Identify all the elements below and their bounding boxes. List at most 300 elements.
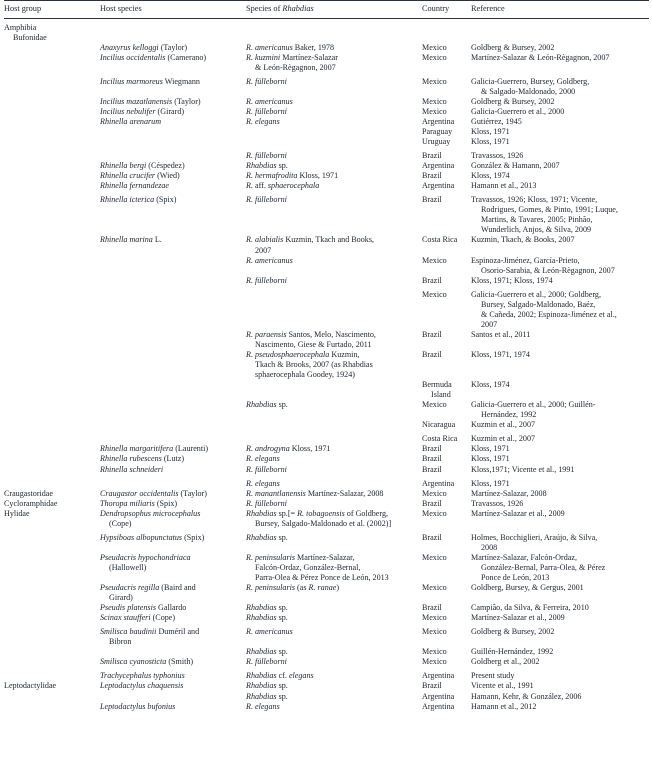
country-continuation: Island [431,390,451,400]
cell-host-species [100,454,246,464]
cell-country [422,613,471,623]
cell-country [422,400,471,420]
cell-rhabdias-species [246,380,422,400]
country-name: Argentina [422,116,455,126]
cell-host-species [100,171,246,181]
cell-country [422,171,471,181]
cell-country [422,117,471,127]
country-name: Mexico [422,106,447,116]
table-row [4,77,649,97]
cell-reference [471,107,649,117]
cell-rhabdias-species [246,702,422,712]
cell-host-species [100,127,246,137]
cell-host-group [4,117,100,127]
cell-reference [471,613,649,623]
rhabdias-authority: sp. [276,691,288,701]
rhabdias-species-line [246,330,418,340]
cell-reference [471,692,649,702]
cell-host-group [4,350,100,380]
reference-citation: Goldberg et al., 2002 [471,657,540,667]
cell-rhabdias-species [246,107,422,117]
table-row [4,553,649,583]
cell-host-group [4,330,100,350]
cell-host-group [4,583,100,603]
country-name: Argentina [422,478,455,488]
table-row [4,137,649,147]
host-species-binomial: Craugastor occidentalis [100,488,179,498]
host-species-line [100,107,242,117]
table-row [4,117,649,127]
host-species-binomial: Rhinella margaritifera [100,444,174,454]
host-species-line [100,499,242,509]
reference-citation: Guillén-Hernández, 1992 [471,647,554,657]
cell-reference [471,276,649,286]
rhabdias-species-line [246,692,418,702]
cell-rhabdias-species [246,97,422,107]
rhabdias-species-line [246,702,418,712]
host-species-binomial: Smilisca baudinii [100,627,157,637]
cell-host-species [100,195,246,235]
cell-rhabdias-species [246,195,422,235]
country-name: Mexico [422,583,447,593]
cell-host-species [100,161,246,171]
cell-rhabdias-species [246,489,422,499]
table-row [4,151,649,161]
cell-host-group [4,171,100,181]
rhabdias-taxon: R. fülleborni [246,464,287,474]
reference-citation: González & Hamann, 2007 [471,161,560,171]
reference-continuation: & Cañeda, 2002; Espinoza-Jiménez et al., [481,309,617,319]
rhabdias-taxon: R. fülleborni [246,76,287,86]
host-species-binomial: Incilius occidentalis [100,52,166,62]
reference-citation: Holmes, Bocchiglieri, Araújo, & Silva, [471,532,598,542]
cell-host-species [100,553,246,583]
header-row [4,1,649,19]
rhabdias-species-continuation: Tkach & Brooks, 2007 (as Rhabdias [255,360,373,370]
cell-rhabdias-species [246,276,422,286]
reference-continuation: Hernández, 1992 [481,410,537,420]
rhabdias-authority: sp. [276,681,288,691]
table-row [4,509,649,529]
cell-host-species [100,681,246,691]
cell-host-species [100,692,246,702]
host-species-continuation: Bibron [109,637,132,647]
host-species-line [100,489,242,499]
reference-citation: Galicia-Guerrero et al., 2000 [471,106,565,116]
rhabdias-species-continuation: & León-Règagnon, 2007 [255,62,336,72]
host-species-binomial: Pseudacris regilla [100,583,160,593]
rhabdias-authority: Kloss, 1971 [297,171,339,181]
host-species-binomial: Rhinella bergi [100,161,147,171]
host-species-binomial: Thoropa miliaris [100,498,155,508]
cell-country [422,583,471,603]
country-name: Argentina [422,691,455,701]
cell-host-group [4,420,100,430]
rhabdias-species-line [246,444,418,454]
table-row [4,400,649,420]
country-name: Brazil [422,275,442,285]
host-species-line [100,553,242,563]
country-name: Brazil [422,350,442,359]
cell-rhabdias-species [246,613,422,623]
rhabdias-authority: sp. [276,532,288,542]
table-row [4,181,649,191]
cell-host-group [4,235,100,255]
cell-rhabdias-species [246,657,422,667]
cell-country [422,77,471,97]
country-name: Nicaragua [422,420,456,430]
cell-host-species [100,77,246,97]
cell-host-species [100,380,246,400]
cell-host-group [4,509,100,529]
host-species-authority: Gallardo [155,603,187,613]
cell-rhabdias-species [246,681,422,691]
reference-citation: Kloss, 1971 [471,478,510,488]
cell-rhabdias-species [246,137,422,147]
cell-reference [471,489,649,499]
reference-citation: Espinoza-Jiménez, García-Prieto, [471,255,580,265]
cell-rhabdias-species [246,127,422,137]
cell-host-group [4,692,100,702]
cell-reference [471,195,649,235]
host-species-authority: Duméril and [156,627,200,637]
cell-host-group [4,681,100,691]
cell-country [422,553,471,583]
host-group-subname: Bufonidae [13,32,47,42]
rhabdias-taxon: R. americanus [246,96,293,106]
rhabdias-taxon: Rhabdias [246,691,277,701]
reference-citation: Kloss, 1971 [471,444,510,454]
rhabdias-taxon: R. americanus [246,627,293,637]
rhabdias-taxon: R. fülleborni [246,106,287,116]
host-species-line [100,533,242,543]
cell-reference [471,18,649,43]
host-species-binomial: Scinax staufferi [100,613,151,623]
reference-citation: Kloss, 1971 [471,454,510,464]
cell-reference [471,97,649,107]
cell-country [422,657,471,667]
country-name: Uruguay [422,137,451,147]
reference-citation: Campião, da Silva, & Ferreira, 2010 [471,603,589,613]
rhabdias-species-continuation: 2007 [255,245,272,255]
host-species-binomial: Leptodactylus chaquensis [100,681,184,691]
rhabdias-taxon: R. peninsularis [246,552,296,562]
cell-reference [471,647,649,657]
table-row [4,330,649,350]
host-species-continuation: Girard) [109,593,133,603]
host-species-binomial: Rhinella marina [100,235,153,245]
reference-citation: Travassos, 1926; Kloss, 1971; Vicente, [471,195,598,205]
country-name: Mexico [422,76,447,86]
table-row [4,256,649,276]
host-species-binomial: Pseudacris hypochondriaca [100,552,191,562]
rhabdias-species-line [246,43,418,53]
header-species-prefix: Species of [246,4,283,13]
cell-country [422,235,471,255]
cell-reference [471,465,649,475]
cell-reference [471,127,649,137]
country-name: Mexico [422,657,447,667]
reference-continuation: Rodrigues, Gomes, & Pinto, 1991; Luque, [481,205,618,215]
table-row [4,53,649,73]
column-header-country: Country [422,1,471,19]
cell-host-group [4,43,100,53]
cell-rhabdias-species [246,692,422,702]
rhabdias-species-line [246,117,418,127]
rhabdias-species-continuation: Nascimento, Giese & Furtado, 2011 [255,339,372,349]
cell-rhabdias-species [246,181,422,191]
reference-citation: Kuzmin et al., 2007 [471,420,536,430]
cell-host-group [4,400,100,420]
host-species-authority: (Baird and [159,583,196,593]
reference-citation: Kloss,1971; Vicente et al., 1991 [471,464,575,474]
rhabdias-taxon-alt: R. tobagoensis [297,508,345,518]
column-header-host-group: Host group [4,1,100,19]
cell-country [422,489,471,499]
table-row [4,627,649,647]
cell-country [422,454,471,464]
table-row [4,434,649,444]
cell-country [422,420,471,430]
cell-host-group [4,107,100,117]
table-row [4,681,649,691]
reference-continuation: & Salgado-Maldonado, 2000 [481,86,576,96]
host-species-binomial: Rhinella rubescens [100,454,162,464]
cell-rhabdias-species [246,454,422,464]
reference-continuation: 2007 [481,319,498,329]
country-name: Mexico [422,488,447,498]
rhabdias-taxon: R. elegans [246,116,280,126]
rhabdias-taxon: R. fülleborni [246,195,287,205]
cell-reference [471,53,649,73]
rhabdias-authority: cf. [276,671,289,681]
cell-host-species [100,43,246,53]
rhabdias-species-line [246,235,418,245]
rhabdias-species-line [246,647,418,657]
country-name: Argentina [422,161,455,171]
country-name: Brazil [422,195,442,205]
table-body [4,18,649,712]
rhabdias-taxon: R. pseudosphaerocephala [246,350,330,359]
cell-country [422,350,471,380]
table-row [4,489,649,499]
cell-reference [471,43,649,53]
rhabdias-species-line [246,53,418,63]
country-name: Argentina [422,701,455,711]
rhabdias-authority: Kloss, 1971 [289,444,331,454]
rhabdias-taxon: R. paraensis [246,329,287,339]
host-species-binomial: Pseudis platensis [100,603,156,613]
cell-host-species [100,603,246,613]
rhabdias-species-line [246,256,418,266]
reference-citation: Hamann et al., 2013 [471,181,537,191]
cell-reference [471,627,649,647]
cell-country [422,330,471,350]
rhabdias-species-line [246,657,418,667]
reference-citation: Kloss, 1971; Kloss, 1974 [471,275,553,285]
cell-host-species [100,671,246,681]
table-row [4,465,649,475]
cell-country [422,671,471,681]
rhabdias-species-line [246,499,418,509]
cell-host-species [100,627,246,647]
cell-host-species [100,107,246,117]
cell-host-group [4,151,100,161]
cell-country [422,465,471,475]
cell-host-group [4,434,100,444]
cell-rhabdias-species [246,18,422,43]
host-species-line [100,509,242,519]
cell-country [422,53,471,73]
rhabdias-species-line [246,627,418,637]
country-name: Brazil [422,532,442,542]
rhabdias-species-continuation: Bursey, Salgado-Maldonado et al. (2002)] [255,518,392,528]
rhabdias-species-line [246,107,418,117]
cell-host-species [100,400,246,420]
host-species-authority: (Smith) [166,657,194,667]
cell-host-group [4,137,100,147]
cell-reference [471,702,649,712]
rhabdias-species-line [246,97,418,107]
cell-rhabdias-species [246,256,422,276]
reference-citation: Hamann, Kehr, & González, 2006 [471,691,582,701]
rhabdias-species-line [246,681,418,691]
cell-host-species [100,330,246,350]
cell-country [422,151,471,161]
rhabdias-authority: sp. [276,613,288,623]
rhabdias-taxon: R. alabialis [246,235,284,245]
cell-host-group [4,553,100,583]
reference-continuation: Martins, & Tavares, 2005; Pinhão, [481,215,593,225]
cell-host-group [4,627,100,647]
reference-citation: Kloss, 1971, 1974 [471,350,530,359]
reference-citation: Martínez-Salazar, Falcón-Ordaz, [471,552,577,562]
rhabdias-authority: sp. [276,161,288,171]
cell-country [422,195,471,235]
rhabdias-species-line [246,151,418,161]
reference-citation: Martínez-Salazar & León-Règagnon, 2007 [471,52,610,62]
rhabdias-taxon: R. fülleborni [246,151,287,161]
cell-country [422,499,471,509]
table-row [4,43,649,53]
cell-host-species [100,18,246,43]
rhabdias-taxon-alt: elegans [288,671,314,681]
cell-reference [471,681,649,691]
rhabdias-taxon: R. elegans [246,701,280,711]
table-row [4,671,649,681]
cell-reference [471,117,649,127]
cell-rhabdias-species [246,151,422,161]
table-row [4,583,649,603]
cell-reference [471,479,649,489]
column-header-reference: Reference [471,1,649,19]
cell-host-species [100,151,246,161]
table-row [4,127,649,137]
reference-citation: Kloss, 1974 [471,171,510,181]
reference-citation: Goldberg, Bursey, & Gergus, 2001 [471,583,584,593]
table-row [4,657,649,667]
host-species-line [100,681,242,691]
reference-citation: Goldberg & Bursey, 2002 [471,42,555,52]
cell-rhabdias-species [246,420,422,430]
rhabdias-species-line [246,161,418,171]
host-species-line [100,181,242,191]
rhabdias-species-line [246,509,418,519]
table-row [4,444,649,454]
country-name: Mexico [422,255,447,265]
column-header-species-of-rhabdias [246,1,422,19]
cell-host-group [4,671,100,681]
cell-country [422,509,471,529]
country-name: Argentina [422,671,455,681]
table-row [4,276,649,286]
host-species-continuation: (Hallowell) [109,562,147,572]
cell-rhabdias-species [246,161,422,171]
cell-host-group [4,290,100,330]
table-row [4,454,649,464]
table-row [4,107,649,117]
host-species-authority: (Taylor) [172,96,201,106]
cell-host-species [100,256,246,276]
host-species-binomial: Rhinella arenarum [100,116,162,126]
cell-rhabdias-species [246,509,422,529]
table-row [4,18,649,43]
reference-continuation: Wunderlich, Anjos, & Silva, 2009 [481,225,592,235]
cell-country [422,256,471,276]
reference-continuation: Ponce de León, 2013 [481,572,550,582]
host-species-binomial: Smilisca cyanosticta [100,657,167,667]
cell-host-group [4,97,100,107]
rhabdias-species-line [246,195,418,205]
reference-citation: Kloss, 1974 [471,380,510,390]
cell-host-species [100,181,246,191]
cell-reference [471,151,649,161]
cell-country [422,603,471,613]
rhabdias-species-line [246,553,418,563]
rhabdias-authority: Martínez-Salazar, 2008 [305,488,384,498]
host-species-binomial: Incilius marmoreus [100,76,163,86]
cell-reference [471,380,649,400]
rhabdias-species-line [246,583,418,593]
table-row [4,479,649,489]
cell-host-species [100,509,246,529]
cell-reference [471,444,649,454]
reference-citation: Galicia-Guerrero et al., 2000; Goldberg, [471,289,601,299]
host-species-binomial: Rhinella schneideri [100,464,164,474]
cell-host-group [4,276,100,286]
rhabdias-taxon: R. kuzmini [246,52,281,62]
cell-host-group [4,613,100,623]
reference-citation: Martínez-Salazar, 2008 [471,488,547,498]
reference-citation: Kuzmin, Tkach, & Books, 2007 [471,235,575,245]
cell-host-group [4,444,100,454]
cell-reference [471,499,649,509]
reference-continuation: Bursey, Salgado-Maldonado, Baéz, [481,299,596,309]
cell-rhabdias-species [246,330,422,350]
country-name: Mexico [422,52,447,62]
host-species-authority: (Spix) [154,195,177,205]
table-header [4,1,649,19]
country-name: Costa Rica [422,434,458,444]
cell-reference [471,400,649,420]
table-row [4,420,649,430]
cell-host-species [100,489,246,499]
rhabdias-species-line [246,77,418,87]
cell-host-species [100,583,246,603]
rhabdias-host-records-table [4,0,649,712]
host-species-authority: (Lutz) [161,454,185,464]
host-group-name: Craugastoridae [4,488,53,498]
